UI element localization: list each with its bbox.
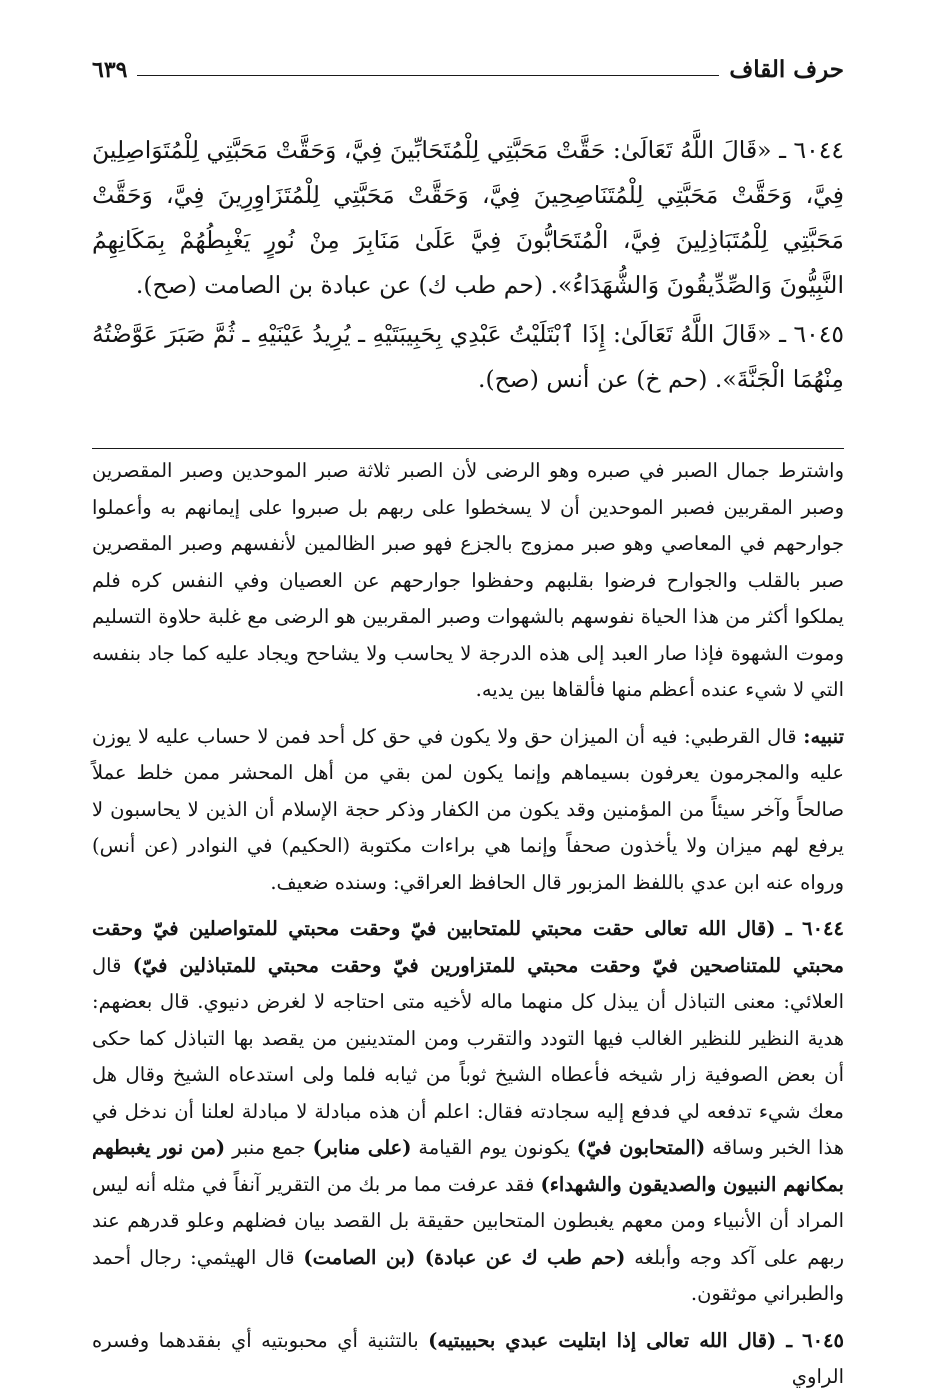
commentary-6044-matn: ٦٠٤٤ ـ (قال الله تعالى حقت محبتي للمتحابين فيّ وحقت محبتي للمتواصلين فيّ وحقت محبتي للمتناصحين فيّ وحقت محبتي للمتزاورين فيّ وحقت محبتي للمتباذلين فيّ) xyxy=(92,917,844,977)
commentary-paragraph-note xyxy=(92,719,844,902)
commentary-6044-text-3: جمع منبر xyxy=(225,1136,313,1159)
commentary-paragraph-6044 xyxy=(92,911,844,1313)
chapter-title: حرف القاف xyxy=(729,56,844,83)
page-header xyxy=(92,50,844,84)
commentary-paragraph-patience: واشترط جمال الصبر في صبره وهو الرضى لأن الصبر ثلاثة صبر الموحدين وصبر المقصرين وصبر المقربين فصبر الموحدين أن لا يسخطوا على ربهم بل صبروا على إيمانهم به وأعملوا جوارحهم في المعاصي وهو صبر ممزوج بالجزع فهو صبر الظالمين لأنفسهم وصبر المقصرين صبر بالقلب والجوارح فرضوا بقلبهم وحفظوا جوارحهم عن العصيان وفي النفس كره فلم يملكوا أكثر من هذا الحياة نفوسهم بالشهوات وصبر المقربين هو الرضى مع غلبة حلاوة التسليم وموت الشهوة فإذا صار العبد إلى هذه الدرجة لا يحاسب ولا يشاحح ويجاد عليه كما جاد بنفسه التي لا شيء عنده أعظم منها فألقاها بين يديه. xyxy=(92,459,844,701)
commentary-6044-text-5: قال الهيثمي: رجال أحمد والطبراني موثقون. xyxy=(92,1245,844,1305)
hadith-6045: ٦٠٤٥ ـ «قَالَ اللَّهُ تَعَالَىٰ: إِذَا ٱبْتَلَيْتُ عَبْدِي بِحَبِيبَتَيْهِ ـ يُرِيدُ عَيْنَيْهِ ـ ثُمَّ صَبَرَ عَوَّضْتُهُ مِنْهُمَا الْجَنَّةَ». (حم خ) عن أنس (صح). xyxy=(92,320,844,393)
hadith-6044: ٦٠٤٤ ـ «قَالَ اللَّهُ تَعَالَىٰ: حَقَّتْ مَحَبَّتِي لِلْمُتَحَابِّينَ فِيَّ، وَحَقَّتْ مَحَبَّتِي لِلْمُتَوَاصِلِينَ فِيَّ، وَحَقَّتْ مَحَبَّتِي لِلْمُتَنَاصِحِينَ فِيَّ، وَحَقَّتْ مَحَبَّتِي لِلْمُتَزَاوِرِينَ فِيَّ، وَحَقَّتْ مَحَبَّتِي لِلْمُتَبَاذِلِينَ فِيَّ، الْمُتَحَابُّونَ فِيَّ عَلَىٰ مَنَابِرَ مِنْ نُورٍ يَغْبِطُهُمْ بِمَكَانِهِمُ النَّبِيُّونَ وَالصِّدِّيقُونَ وَالشُّهَدَاءُ». (حم طب ك) عن عبادة بن الصامت (صح). xyxy=(92,136,844,299)
page-number: ٦٣٩ xyxy=(92,57,128,83)
commentary-6045-text: بالتثنية أي محبوبتيه أي بفقدهما وفسره الراوي xyxy=(92,1328,844,1388)
header-rule xyxy=(137,75,719,76)
commentary-6045-matn: ٦٠٤٥ ـ (قال الله تعالى إذا ابتليت عبدي بحبيبتيه) xyxy=(428,1328,844,1352)
commentary-6044-text-1: قال العلائي: معنى التباذل أن يبذل كل منهما ماله لأخيه متى احتاجه لا لغرض دنيوي. قال بعضهم: هدية النظير للنظير الغالب فيها التودد والتقرب ومن المتدينين من يقصد بها التباذل كما حكى أن بعض الصوفية زار شيخه فأعطاه الشيخ ثوباً من ثيابه فلما ولى استدعاه الشيخ وقال هل معك شيء تدفعه لي فدفع إليه سجادته فقال: اعلم أن هذه مبادلة لا مبادلة لعلنا أن ندخل في هذا الخبر وساقه xyxy=(92,953,844,1159)
footnote-separator xyxy=(92,448,844,449)
commentary-6044-text-4: فقد عرفت مما مر بك من التقرير آنفاً في مثله أنه ليس المراد أن الأنبياء ومن معهم يغبطون المتحابين حقيقة بل القصد بيان فضلهم وعلو قدرهم عند ربهم على آكد وجه وأبلغه xyxy=(92,1172,845,1269)
commentary-block xyxy=(92,453,844,1396)
commentary-6044-text-2: يكونون يوم القيامة xyxy=(411,1136,577,1159)
commentary-6044-matn-2: (المتحابون فيّ) xyxy=(576,1136,706,1159)
commentary-paragraph-6045 xyxy=(92,1323,844,1396)
note-text: قال القرطبي: فيه أن الميزان حق ولا يكون في حق كل أحد فمن لا حساب عليه لا يوزن عليه والمجرمون يعرفون بسيماهم وإنما يكون لمن بقي من أهل المحشر ممن خلط عملاً صالحاً وآخر سيئاً من المؤمنين وقد يكون من الكفار وذكر حجة الإسلام أن الذين لا يحاسبون لا يرفع لهم ميزان ولا يأخذون صحفاً وإنما هي براءات مكتوبة (الحكيم) في النوادر (عن أنس) ورواه عنه ابن عدي باللفظ المزبور قال الحافظ العراقي: وسنده ضعيف. xyxy=(92,724,844,894)
commentary-6044-matn-4: (من نور يغبطهم بمكانهم النبيون والصديقون والشهداء) xyxy=(92,1136,844,1196)
book-page xyxy=(92,50,845,1388)
hadith-text-block xyxy=(92,128,844,402)
commentary-6044-source: (حم طب ك عن عبادة) (بن الصامت) xyxy=(303,1245,626,1269)
note-label: تنبيه: xyxy=(803,724,844,748)
commentary-6044-matn-3: (على منابر) xyxy=(312,1136,412,1159)
